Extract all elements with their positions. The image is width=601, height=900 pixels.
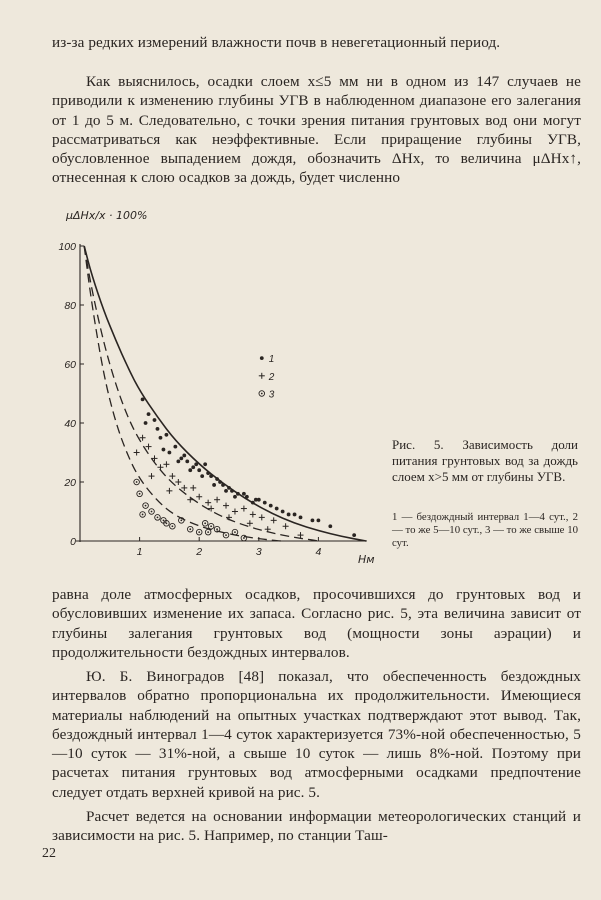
data-point-series-1 [156,427,160,431]
legend-label-2: 2 [268,371,275,383]
data-point-series-2 [157,464,163,470]
page-number: 22 [42,846,56,861]
chart-svg [56,205,376,573]
data-point-series-1 [227,486,231,490]
y-tick-label: 100 [58,241,76,253]
data-point-series-1 [230,489,234,493]
data-point-series-2 [232,509,238,515]
data-point-series-2 [298,532,304,538]
data-point-series-2 [250,511,256,517]
data-point-series-1 [251,501,255,505]
data-point-series-3 [149,509,155,515]
curve-3 [84,246,282,541]
data-point-series-3-center [151,511,153,513]
paragraph-1: из-за редких измерений влажности почв в невегетационный период. [52,34,501,51]
x-tick-label: 1 [136,546,143,558]
paragraph-2: Как выяснилось, осадки слоем x≤5 мм ни в одном из 147 случаев не приводили к изменению глубины УГВ в наблюденном диапазоне его залегания от 1 до 5 м. Следовательно, с точки зрения питания грунтовых вод они могут рассматриваться как неэффективные. Если приращение глубины УГВ, обусловленное выпадением дождя, обозначить ΔHx, то величина μΔHx↑, отнесенная к слою осадков за дождь, будет численно [52,73,581,187]
data-point-series-3-center [216,528,218,530]
data-point-series-3 [208,523,214,529]
data-point-series-3 [187,526,193,532]
data-point-series-1 [182,454,186,458]
data-point-series-1 [218,480,222,484]
data-point-series-2 [166,488,172,494]
data-point-series-1 [197,468,201,472]
data-point-series-3 [223,532,229,538]
legend-label-3: 3 [268,389,275,401]
data-point-series-2 [175,479,181,485]
data-point-series-1 [168,451,172,455]
data-point-series-1 [209,474,213,478]
data-point-series-1 [215,477,219,481]
data-point-series-3-center [136,481,138,483]
data-point-series-2 [259,514,265,520]
data-point-series-3 [143,503,149,509]
data-point-series-1 [221,483,225,487]
data-point-series-1 [162,448,166,452]
data-point-series-3 [140,512,146,518]
data-point-series-1 [287,513,291,517]
y-tick-label: 60 [64,359,76,371]
data-point-series-3-center [180,519,182,521]
data-point-series-1 [328,524,332,528]
data-point-series-1 [352,533,356,537]
data-point-series-3-center [142,514,144,516]
data-point-series-3-center [166,522,168,524]
data-point-series-2 [214,497,220,503]
data-point-series-1 [179,457,183,461]
data-point-series-1 [299,516,303,520]
data-point-series-1 [173,445,177,449]
data-point-series-1 [141,398,145,402]
data-point-series-2 [271,517,277,523]
data-point-series-3-center [225,534,227,536]
data-point-series-2 [226,514,232,520]
data-point-series-1 [242,492,246,496]
data-point-series-1 [194,462,198,466]
data-point-series-3 [232,529,238,535]
data-point-series-2 [169,473,175,479]
data-point-series-1 [185,459,189,463]
y-tick-label: 20 [64,477,76,489]
figure-5 [56,205,376,573]
data-point-series-3-center [189,528,191,530]
data-point-series-2 [149,473,155,479]
data-point-series-2 [134,450,140,456]
paragraph-4: Ю. Б. Виноградов [48] показал, что обеспеченность бездождных интервалов обратно пропорциональна их продолжительности. Имеющиеся материалы наблюдений на опытных участках подтверждают этот вывод. Так, бездождный интервал 1—4 суток характеризуется 73%-ной обеспеченностью, 5—10 суток — 31%-ной, а свыше 10 суток — лишь 8%-ной. Поэтому при расчетах питания грунтовых вод атмосферными осадками предпочтение следует отдать верхней кривой на рис. 5. [52,668,581,801]
data-point-series-2 [247,520,253,526]
data-point-series-3 [137,491,143,497]
data-point-series-1 [293,513,297,517]
data-point-series-3 [202,521,208,527]
data-point-series-3-center [207,531,209,533]
data-point-series-2 [146,444,152,450]
data-point-series-3-center [163,519,165,521]
data-point-series-1 [275,507,279,511]
data-point-series-3 [241,535,247,541]
data-point-series-1 [159,436,163,440]
y-tick-label: 0 [70,536,76,548]
data-point-series-3-center [234,531,236,533]
data-point-series-1 [281,510,285,514]
data-point-series-1 [269,504,273,508]
y-tick-label: 80 [64,300,76,312]
data-point-series-1 [206,471,210,475]
paragraph-5: Расчет ведется на основании информации метеорологических станций и зависимости на рис. 5. Например, по станции Таш- [52,808,581,845]
data-point-series-1 [224,489,228,493]
data-point-series-1 [212,483,216,487]
curve-1 [84,246,366,541]
data-point-series-3-center [145,505,147,507]
data-point-series-2 [205,500,211,506]
data-point-series-1 [144,421,148,425]
data-point-series-3-center [157,517,159,519]
data-point-series-1 [203,462,207,466]
data-point-series-3-center [171,525,173,527]
data-point-series-2 [163,461,169,467]
data-point-series-1 [236,492,240,496]
data-point-series-3 [196,529,202,535]
data-point-series-2 [265,526,271,532]
x-axis-title: Нм [358,553,375,566]
legend-label-1: 1 [268,354,275,366]
data-point-series-3 [155,515,161,521]
figure-caption-notes: 1 — бездождный интервал 1—4 сут., 2 — то же 5—10 сут., 3 — то же свыше 10 сут. [392,511,578,549]
data-point-series-1 [233,495,237,499]
data-point-series-2 [241,506,247,512]
data-point-series-3-center [204,522,206,524]
data-point-series-3 [205,529,211,535]
paragraph-3: равна доле атмосферных осадков, просочившихся до грунтовых вод и обусловивших изменение их запаса. Согласно рис. 5, эта величина зависит от глубины залегания грунтовых вод (мощности зоны аэрации) и продолжительности бездождных интервалов. [52,586,581,661]
data-point-series-1 [165,433,169,437]
data-point-series-1 [263,501,267,505]
chart-legend [259,354,275,400]
data-point-series-2 [196,494,202,500]
chart-curves [84,246,366,541]
y-axis-title: μΔHx/x · 100% [66,209,148,222]
data-point-series-1 [191,465,195,469]
data-point-series-1 [153,418,157,422]
data-point-series-2 [140,435,146,441]
data-point-series-3-center [210,525,212,527]
data-point-series-2 [208,506,214,512]
data-point-series-1 [245,495,249,499]
legend-marker-3-center [261,393,263,395]
data-point-series-2 [187,497,193,503]
data-point-series-2 [283,523,289,529]
data-point-series-3 [134,479,140,485]
data-point-series-1 [200,474,204,478]
data-point-series-1 [317,518,321,522]
data-point-series-1 [147,412,151,416]
data-point-series-1 [188,468,192,472]
chart-points [134,398,356,541]
legend-marker-1 [260,356,264,360]
data-point-series-1 [176,459,180,463]
x-tick-label: 2 [196,546,203,558]
figure-caption: Рис. 5. Зависимость доли питания грунтовых вод за дождь слоем x>5 мм от глубины УГВ. [392,437,578,484]
chart-axes [58,241,366,558]
data-point-series-3 [170,523,176,529]
data-point-series-2 [223,503,229,509]
data-point-series-1 [311,518,315,522]
legend-marker-2 [259,373,265,379]
data-point-series-2 [190,485,196,491]
data-point-series-3-center [139,493,141,495]
y-tick-label: 40 [64,418,76,430]
x-tick-label: 3 [255,546,262,558]
data-point-series-1 [257,498,261,502]
data-point-series-3-center [243,537,245,539]
legend-marker-3 [259,391,265,397]
data-point-series-3-center [198,531,200,533]
data-point-series-2 [181,485,187,491]
x-tick-label: 4 [315,546,322,558]
